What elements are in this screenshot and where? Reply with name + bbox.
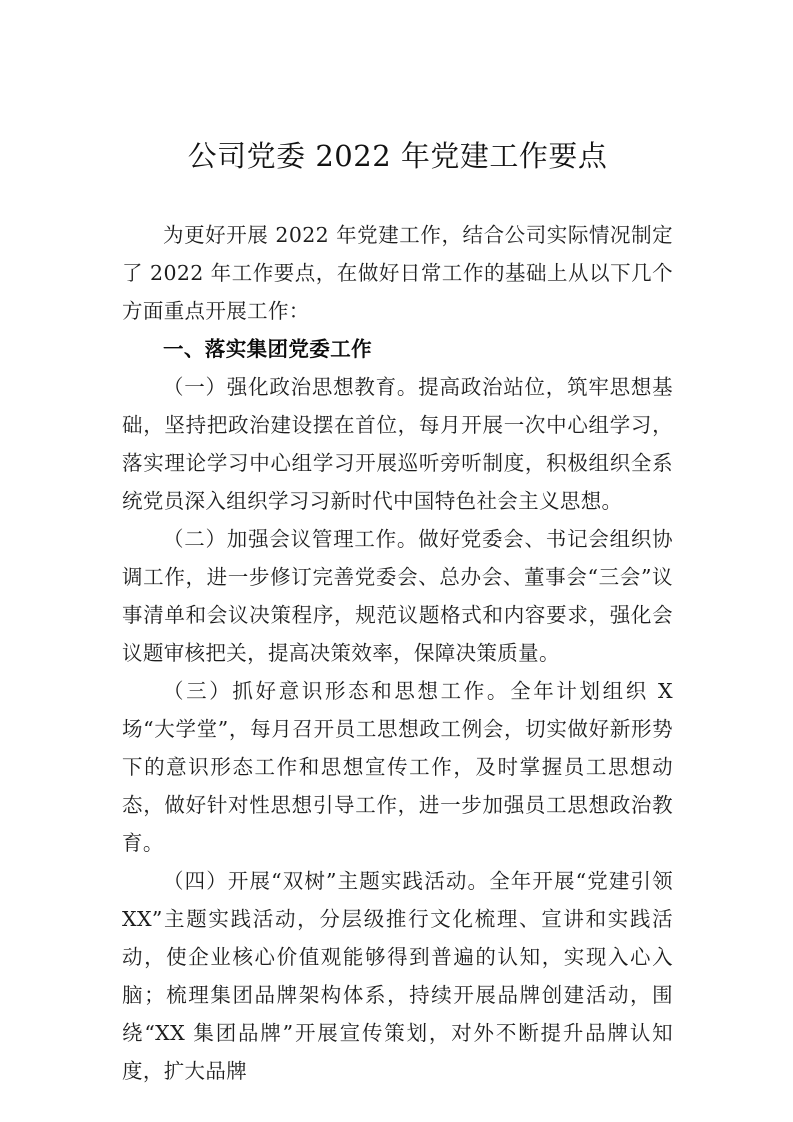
intro-paragraph: 为更好开展 2022 年党建工作，结合公司实际情况制定了 2022 年工作要点，在做好日常工作的基础上从以下几个方面重点开展工作： <box>122 223 673 323</box>
item-paragraph-4: （四）开展“双树”主题实践活动。全年开展“党建引领 XX”主题实践活动，分层级推行文化梳理、宣讲和实践活动，使企业核心价值观能够得到普遍的认知，实现入心入脑；梳理集团品牌架构体系，持续开展品牌创建活动，围绕“XX 集团品牌”开展宣传策划，对外不断提升品牌认知度，扩大品牌 <box>122 869 673 1083</box>
document-body <box>122 176 673 1090</box>
page-title: 公司党委 2022 年党建工作要点 <box>187 139 608 173</box>
item-paragraph-3: （三）抓好意识形态和思想工作。全年计划组织 X 场“大学堂”，每月召开员工思想政工例会，切实做好新形势下的意识形态工作和思想宣传工作，及时掌握员工思想动态，做好针对性思想引导工作，进一步加强员工思想政治教育。 <box>122 679 673 855</box>
item-paragraph-2: （二）加强会议管理工作。做好党委会、书记会组织协调工作，进一步修订完善党委会、总办会、董事会“三会”议事清单和会议决策程序，规范议题格式和内容要求，强化会议题审核把关，提高决策效率，保障决策质量。 <box>122 527 673 665</box>
document-content <box>122 0 673 1090</box>
section-heading-one: 一、落实集团党委工作 <box>163 337 372 361</box>
item-paragraph-1: （一）强化政治思想教育。提高政治站位，筑牢思想基础，坚持把政治建设摆在首位，每月开展一次中心组学习，落实理论学习中心组学习开展巡听旁听制度，积极组织全系统党员深入组织学习习新时代中国特色社会主义思想。 <box>122 375 673 513</box>
